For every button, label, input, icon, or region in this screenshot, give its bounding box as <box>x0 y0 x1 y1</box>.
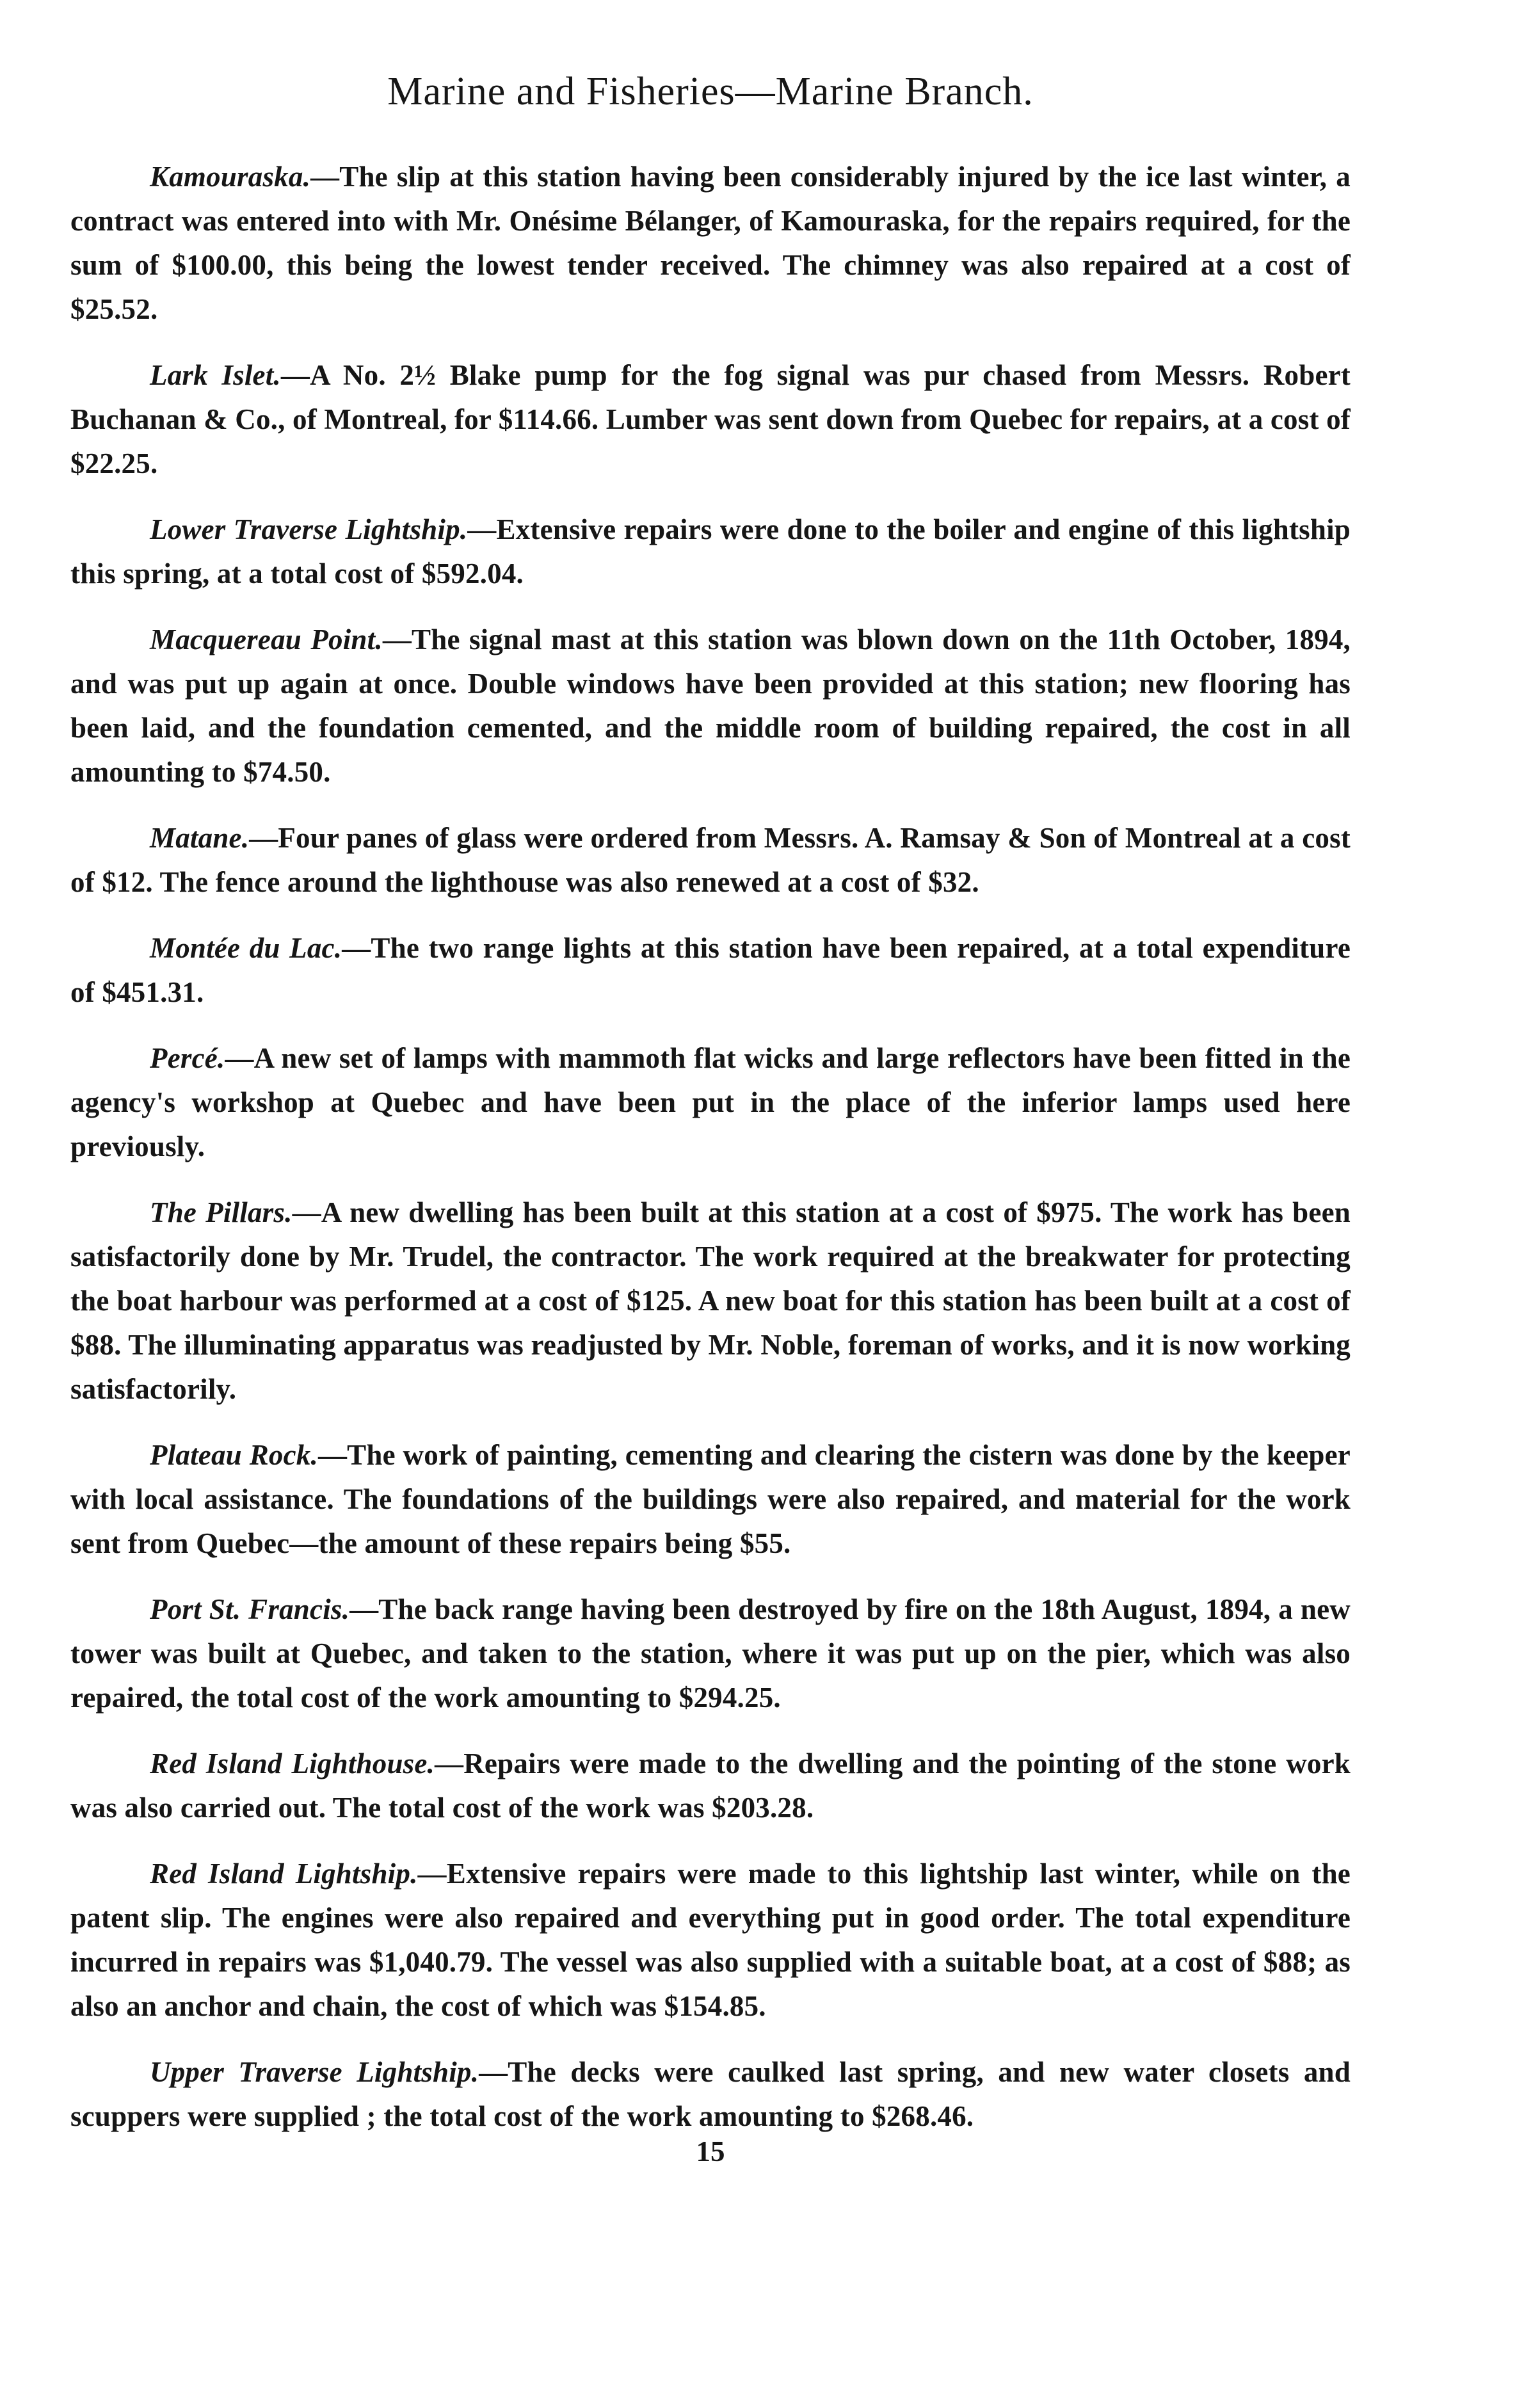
entry-text: —A new set of lamps with mammoth flat wicks and large reflectors have been fitted in the agency's workshop at Quebec and have been put in the place of the inferior lamps used here previously. <box>70 1042 1351 1162</box>
page-number: 15 <box>696 2135 725 2167</box>
document-page <box>70 0 1351 2394</box>
entry-heading: Percé. <box>150 1042 225 1074</box>
entry-heading: Plateau Rock. <box>150 1439 318 1471</box>
entry-text: —The decks were caulked last spring, and new water closets and scuppers were supplied ; the total cost of the work amounting to $268.46. <box>70 2056 1351 2132</box>
entry-plateau-rock <box>70 1433 1351 1566</box>
entry-lark-islet <box>70 353 1351 486</box>
entry-heading: Lark Islet. <box>150 359 281 391</box>
entry-matane <box>70 816 1351 904</box>
entry-text: —Four panes of glass were ordered from Messrs. A. Ramsay & Son of Montreal at a cost of $12. The fence around the lighthouse was also renewed at a cost of $32. <box>70 822 1351 898</box>
entry-heading: Lower Traverse Lightship. <box>150 513 468 545</box>
entry-heading: Macquereau Point. <box>150 623 383 655</box>
entry-text: —The work of painting, cementing and clearing the cistern was done by the keeper with local assistance. The foundations of the buildings were also repaired, and material for the work sent from Quebec—the amount of these repairs being $55. <box>70 1439 1351 1559</box>
entry-text: —The slip at this station having been considerably injured by the ice last winter, a contract was entered into with Mr. Onésime Bélanger, of Kamouraska, for the repairs required, for the sum of $100.00, this being the lowest tender received. The chimney was also repaired at a cost of $25.52. <box>70 161 1351 325</box>
entry-heading: Matane. <box>150 822 250 854</box>
entry-the-pillars <box>70 1191 1351 1411</box>
entry-heading: Red Island Lighthouse. <box>150 1747 435 1779</box>
entry-red-island-lightship <box>70 1852 1351 2028</box>
running-header: Marine and Fisheries—Marine Branch. <box>387 70 1034 113</box>
entry-heading: The Pillars. <box>150 1196 293 1228</box>
entry-text: —Repairs were made to the dwelling and the pointing of the stone work was also carried out. The total cost of the work was $203.28. <box>70 1747 1351 1824</box>
entry-heading: Upper Traverse Lightship. <box>150 2056 479 2088</box>
document-body <box>70 155 1351 2160</box>
entry-text: —The two range lights at this station have been repaired, at a total expenditure of $451.31. <box>70 932 1351 1008</box>
entry-heading: Port St. Francis. <box>150 1593 350 1625</box>
entry-text: —The back range having been destroyed by fire on the 18th August, 1894, a new tower was built at Quebec, and taken to the station, where it was put up on the pier, which was also repaired, the total cost of the work amounting to $294.25. <box>70 1593 1351 1714</box>
entry-lower-traverse-lightship <box>70 508 1351 596</box>
entry-upper-traverse-lightship <box>70 2050 1351 2139</box>
entry-macquereau-point <box>70 618 1351 794</box>
entry-text: —A new dwelling has been built at this station at a cost of $975. The work has been satisfactorily done by Mr. Trudel, the contractor. The work required at the breakwater for protecting the boat harbour was performed at a cost of $125. A new boat for this station has been built at a cost of $88. The illuminating apparatus was readjusted by Mr. Noble, foreman of works, and it is now working satisfactorily. <box>70 1196 1351 1405</box>
entry-text: —Extensive repairs were made to this lightship last winter, while on the patent slip. The engines were also repaired and everything put in good order. The total expenditure incurred in repairs was $1,040.79. The vessel was also supplied with a suitable boat, at a cost of $88; as also an anchor and chain, the cost of which was $154.85. <box>70 1858 1351 2022</box>
entry-heading: Kamouraska. <box>150 161 311 193</box>
entry-text: —The signal mast at this station was blown down on the 11th October, 1894, and was put up again at once. Double windows have been provided at this station; new flooring has been laid, and the foundation cemented, and the middle room of building repaired, the cost in all amounting to $74.50. <box>70 623 1351 788</box>
entry-kamouraska <box>70 155 1351 332</box>
entry-text: —A No. 2½ Blake pump for the fog signal was pur chased from Messrs. Robert Buchanan & Co., of Montreal, for $114.66. Lumber was sent down from Quebec for repairs, at a cost of $22.25. <box>70 359 1351 479</box>
entry-text: —Extensive repairs were done to the boiler and engine of this lightship this spring, at a total cost of $592.04. <box>70 513 1351 590</box>
entry-red-island-lighthouse <box>70 1742 1351 1830</box>
entry-perce <box>70 1036 1351 1169</box>
entry-heading: Red Island Lightship. <box>150 1858 418 1890</box>
entry-montee-du-lac <box>70 926 1351 1015</box>
entry-port-st-francis <box>70 1587 1351 1720</box>
entry-heading: Montée du Lac. <box>150 932 342 964</box>
